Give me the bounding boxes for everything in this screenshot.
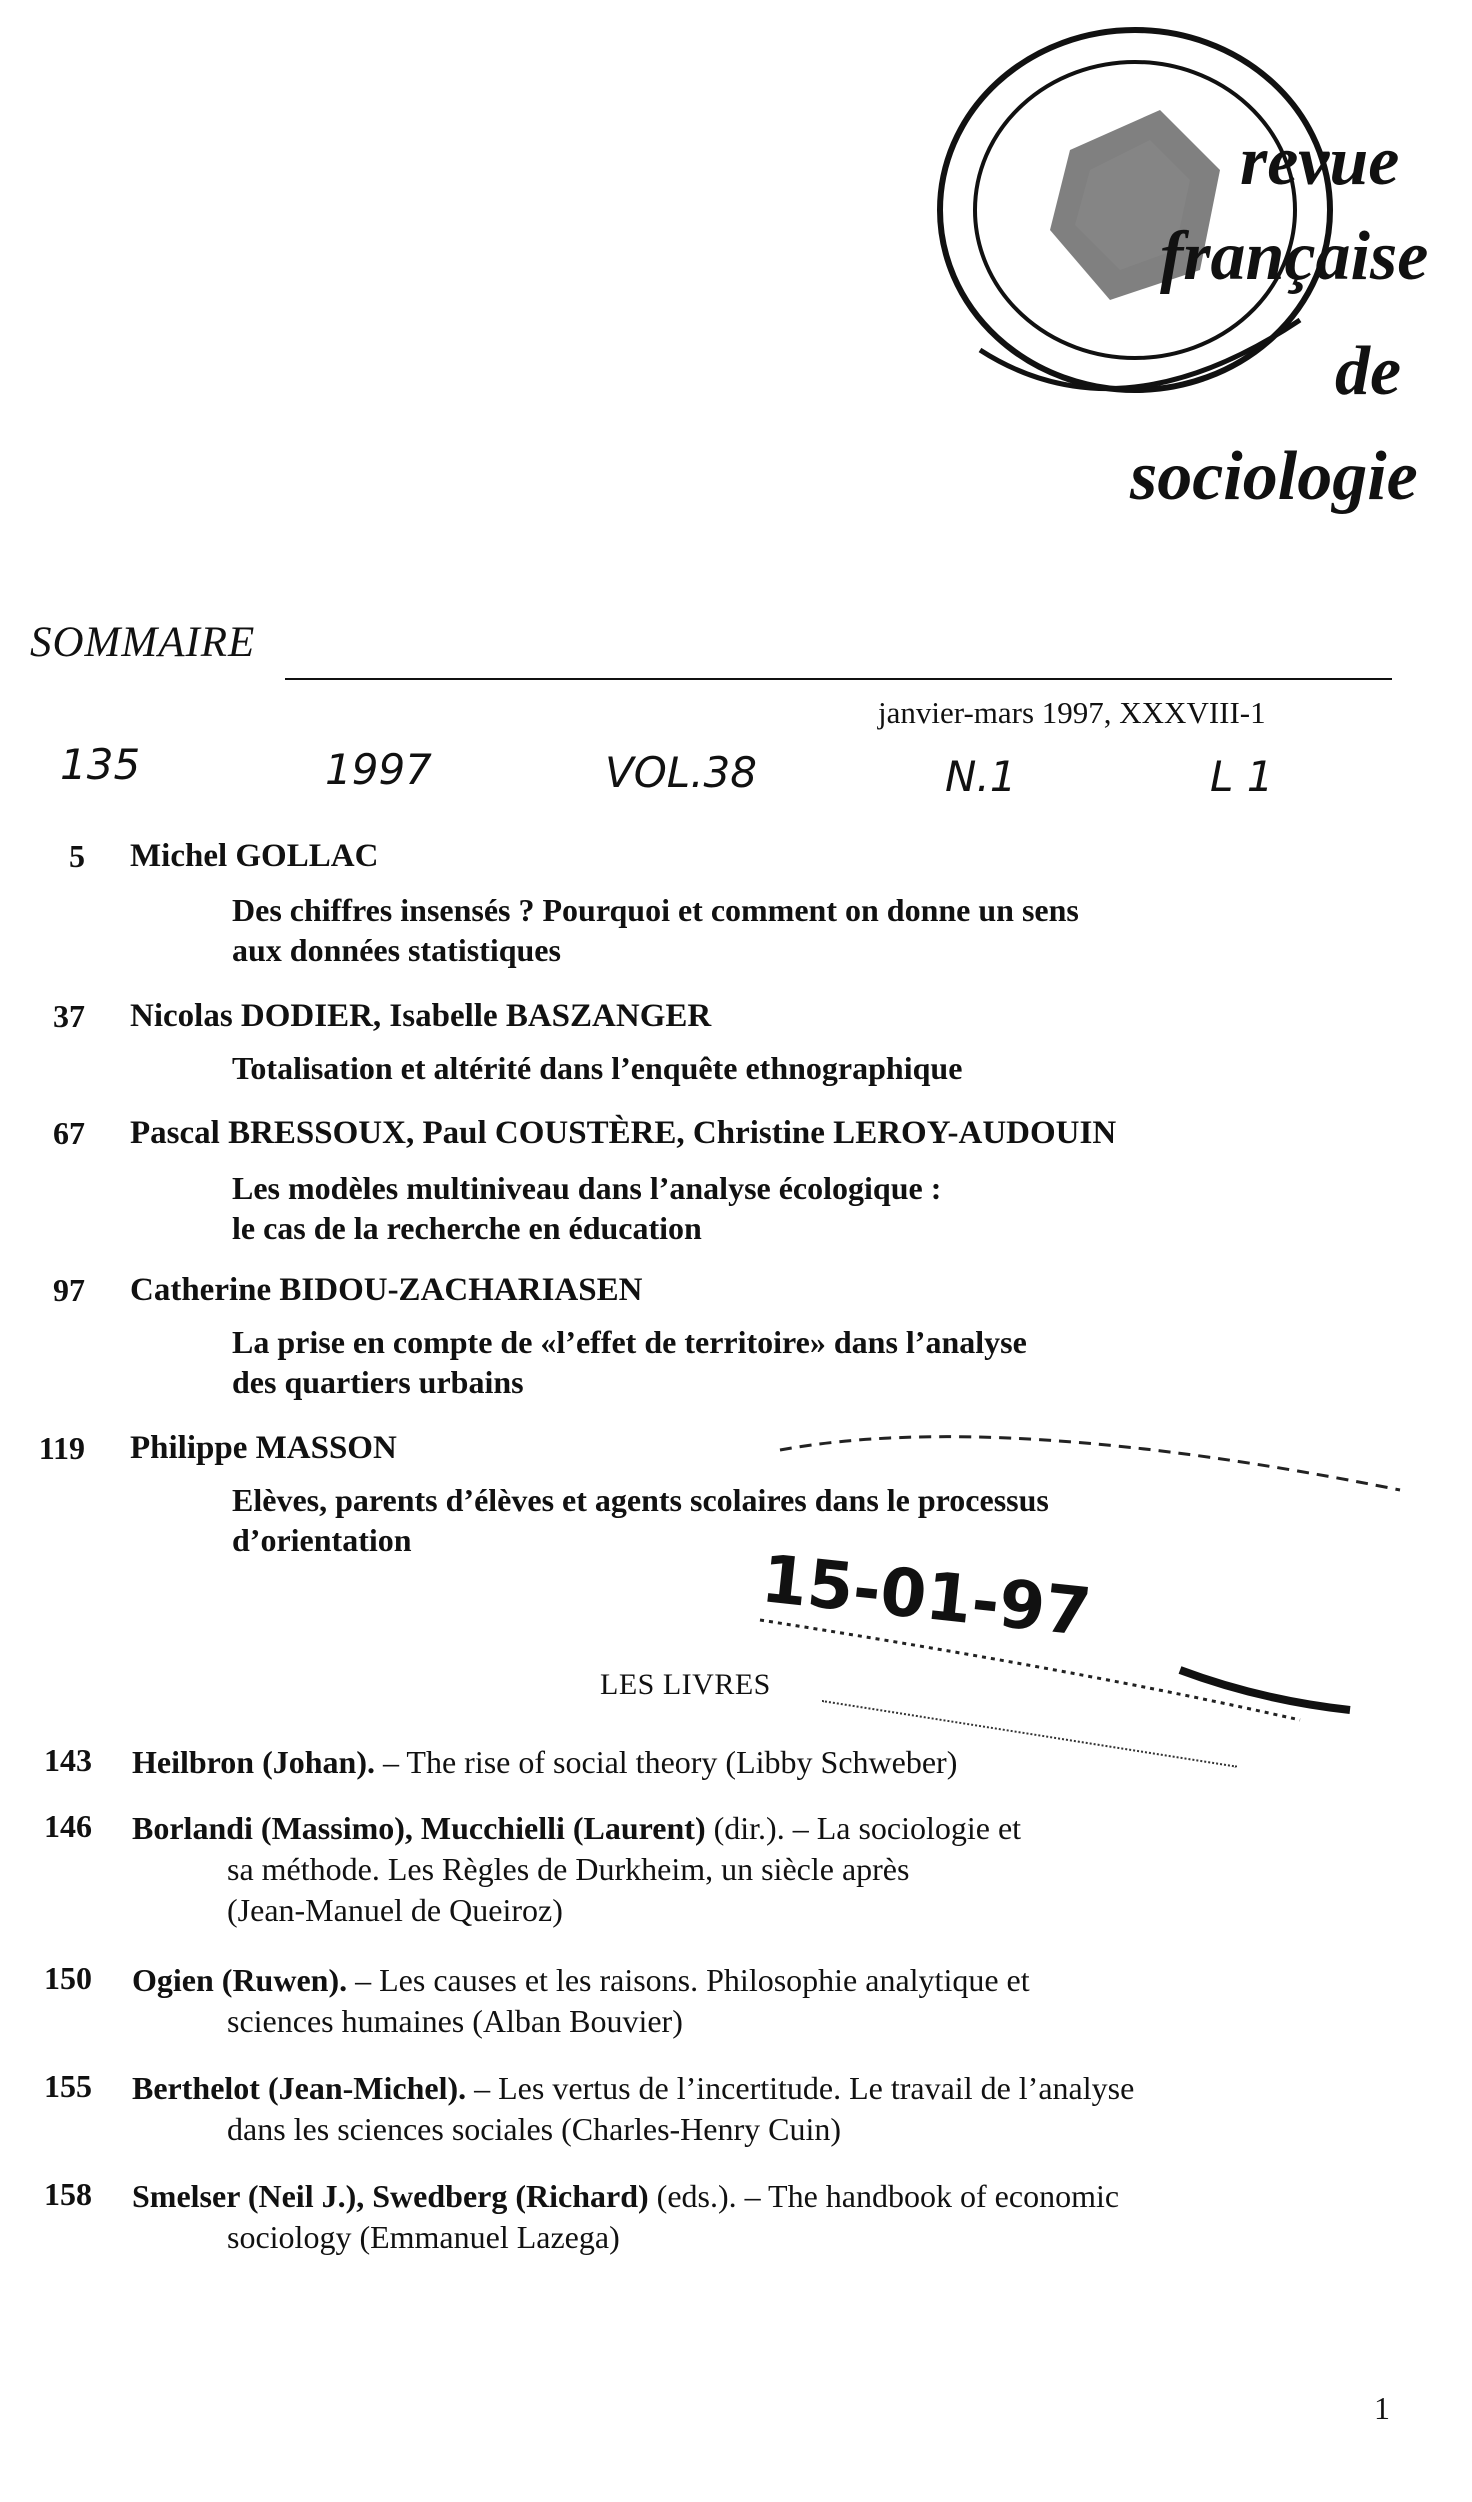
article-title-line: Des chiffres insensés ? Pourquoi et comment on donne un sens <box>232 892 1079 928</box>
article-title-line: Les modèles multiniveau dans l’analyse écologique : <box>232 1170 942 1206</box>
book-title-line: dans les sciences sociales (Charles-Henry Cuin) <box>227 2111 842 2147</box>
handwritten-note-2: 1997 <box>325 745 432 794</box>
page-title: SOMMAIRE <box>30 619 256 666</box>
handwritten-note-4: N.1 <box>945 752 1017 801</box>
article-title-line: Elèves, parents d’élèves et agents scolaires dans le processus <box>232 1482 1049 1518</box>
book-page: 150 <box>44 1960 92 1996</box>
article-page: 37 <box>53 998 85 1034</box>
masthead-line-sociologie: sociologie <box>1130 438 1418 515</box>
title-rule <box>285 678 1392 680</box>
book-title: – Les vertus de l’incertitude. Le travail de l’analyse <box>466 2070 1135 2106</box>
article-page: 97 <box>53 1272 85 1308</box>
book-author: Heilbron (Johan). <box>132 1744 375 1780</box>
registration-date: 15-01-97 <box>757 1540 1095 1652</box>
book-entry <box>132 2068 1394 2150</box>
book-title-line: sociology (Emmanuel Lazega) <box>227 2219 620 2255</box>
book-page: 158 <box>44 2176 92 2212</box>
handwritten-note-3: VOL.38 <box>605 748 757 797</box>
article-page: 67 <box>53 1115 85 1151</box>
article-authors: Pascal BRESSOUX, Paul COUSTÈRE, Christine LEROY-AUDOUIN <box>130 1115 1117 1151</box>
handwritten-note-5: L 1 <box>1210 752 1274 801</box>
book-entry <box>132 2176 1394 2258</box>
article-authors: Michel GOLLAC <box>130 838 379 874</box>
article-title-line: La prise en compte de «l’effet de territoire» dans l’analyse <box>232 1324 1027 1360</box>
article-title <box>232 1048 1392 1088</box>
article-title-line: le cas de la recherche en éducation <box>232 1210 702 1246</box>
book-title: – Les causes et les raisons. Philosophie analytique et <box>347 1962 1030 1998</box>
book-title-line: sciences humaines (Alban Bouvier) <box>227 2003 683 2039</box>
article-title <box>232 1168 1392 1248</box>
book-author: Borlandi (Massimo), Mucchielli (Laurent) <box>132 1810 706 1846</box>
book-page: 146 <box>44 1808 92 1844</box>
book-author: Smelser (Neil J.), Swedberg (Richard) <box>132 2178 649 2214</box>
article-page: 5 <box>69 838 85 874</box>
book-page: 143 <box>44 1742 92 1778</box>
book-author: Berthelot (Jean-Michel). <box>132 2070 467 2106</box>
book-entry <box>132 1742 1394 1783</box>
article-authors: Nicolas DODIER, Isabelle BASZANGER <box>130 998 712 1034</box>
book-title: (eds.). – The handbook of economic <box>648 2178 1120 2214</box>
book-page: 155 <box>44 2068 92 2104</box>
issue-info: janvier-mars 1997, XXXVIII-1 <box>878 695 1266 730</box>
masthead-line-de: de <box>1335 333 1402 410</box>
handwritten-note-1: 135 <box>60 740 141 789</box>
masthead-line-francaise: française <box>1160 218 1429 295</box>
article-authors: Philippe MASSON <box>130 1430 397 1466</box>
article-page: 119 <box>38 1430 85 1466</box>
article-title-line: aux données statistiques <box>232 932 561 968</box>
masthead-line-revue: revue <box>1240 123 1400 200</box>
article-title-line: Totalisation et altérité dans l’enquête ethnographique <box>232 1050 963 1086</box>
article-title <box>232 890 1392 970</box>
page-number: 1 <box>1374 2390 1390 2426</box>
book-title-line: sa méthode. Les Règles de Durkheim, un siècle après <box>227 1851 910 1887</box>
book-entry <box>132 1960 1394 2042</box>
book-entry <box>132 1808 1394 1931</box>
book-title: (dir.). – La sociologie et <box>705 1810 1022 1846</box>
article-authors: Catherine BIDOU-ZACHARIASEN <box>130 1272 643 1308</box>
section-title-les-livres: LES LIVRES <box>600 1668 771 1701</box>
article-title-line: d’orientation <box>232 1522 412 1558</box>
book-title-line: (Jean-Manuel de Queiroz) <box>227 1892 563 1928</box>
book-title: – The rise of social theory (Libby Schweber) <box>375 1744 958 1780</box>
book-author: Ogien (Ruwen). <box>132 1962 348 1998</box>
article-title-line: des quartiers urbains <box>232 1364 524 1400</box>
